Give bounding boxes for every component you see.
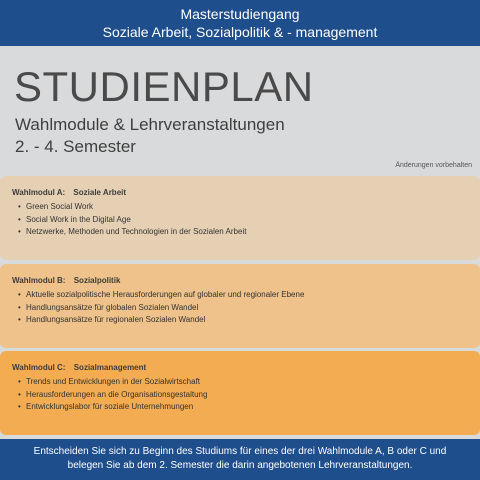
program-name: Soziale Arbeit, Sozialpolitik & - management — [102, 24, 378, 40]
module-label: Wahlmodul C: — [12, 363, 66, 372]
module-name: Sozialmanagement — [73, 363, 147, 372]
footer-instruction-line1: Entscheiden Sie sich zu Beginn des Studiums für eines der drei Wahlmodule A, B oder C und — [33, 446, 447, 457]
module-heading — [12, 187, 468, 199]
semester-range: 2. - 4. Semester — [15, 137, 136, 156]
course-item: • Handlungsansätze für regionalen Sozialen Wandel — [18, 314, 468, 327]
course-item: • Handlungsansätze für globalen Sozialen Wandel — [18, 302, 468, 315]
course-item: • Trends und Entwicklungen in der Sozialwirtschaft — [18, 376, 468, 389]
module-card-a — [0, 176, 480, 260]
page-subtitle: Wahlmodule & Lehrveranstaltungen — [15, 115, 285, 134]
module-name: Sozialpolitik — [73, 276, 121, 285]
module-card-c — [0, 351, 480, 435]
footer-instruction-line2: belegen Sie ab dem 2. Semester die darin angebotenen Lehrveranstaltungen. — [67, 460, 413, 471]
course-item: • Entwicklungslabor für soziale Unternehmungen — [18, 401, 468, 414]
module-course-list — [12, 289, 468, 327]
footer-banner — [0, 439, 480, 480]
module-card-b — [0, 264, 480, 348]
module-label: Wahlmodul A: — [12, 188, 66, 197]
module-course-list — [12, 376, 468, 414]
course-item: • Aktuelle sozialpolitische Herausforderungen auf globaler und regionaler Ebene — [18, 289, 468, 302]
course-item: • Social Work in the Digital Age — [18, 214, 468, 227]
module-course-list — [12, 201, 468, 239]
hero-section — [0, 46, 480, 176]
module-label: Wahlmodul B: — [12, 276, 66, 285]
module-heading — [12, 362, 468, 374]
course-item: • Green Social Work — [18, 201, 468, 214]
program-type: Masterstudiengang — [180, 6, 300, 22]
page-title: STUDIENPLAN — [14, 63, 314, 110]
header-banner — [0, 0, 480, 46]
course-item: • Netzwerke, Methoden und Technologien in der Sozialen Arbeit — [18, 226, 468, 239]
changes-notice: Änderungen vorbehalten — [395, 162, 472, 169]
module-heading — [12, 275, 468, 287]
course-item: • Herausforderungen an die Organisationsgestaltung — [18, 389, 468, 402]
module-name: Soziale Arbeit — [73, 188, 127, 197]
